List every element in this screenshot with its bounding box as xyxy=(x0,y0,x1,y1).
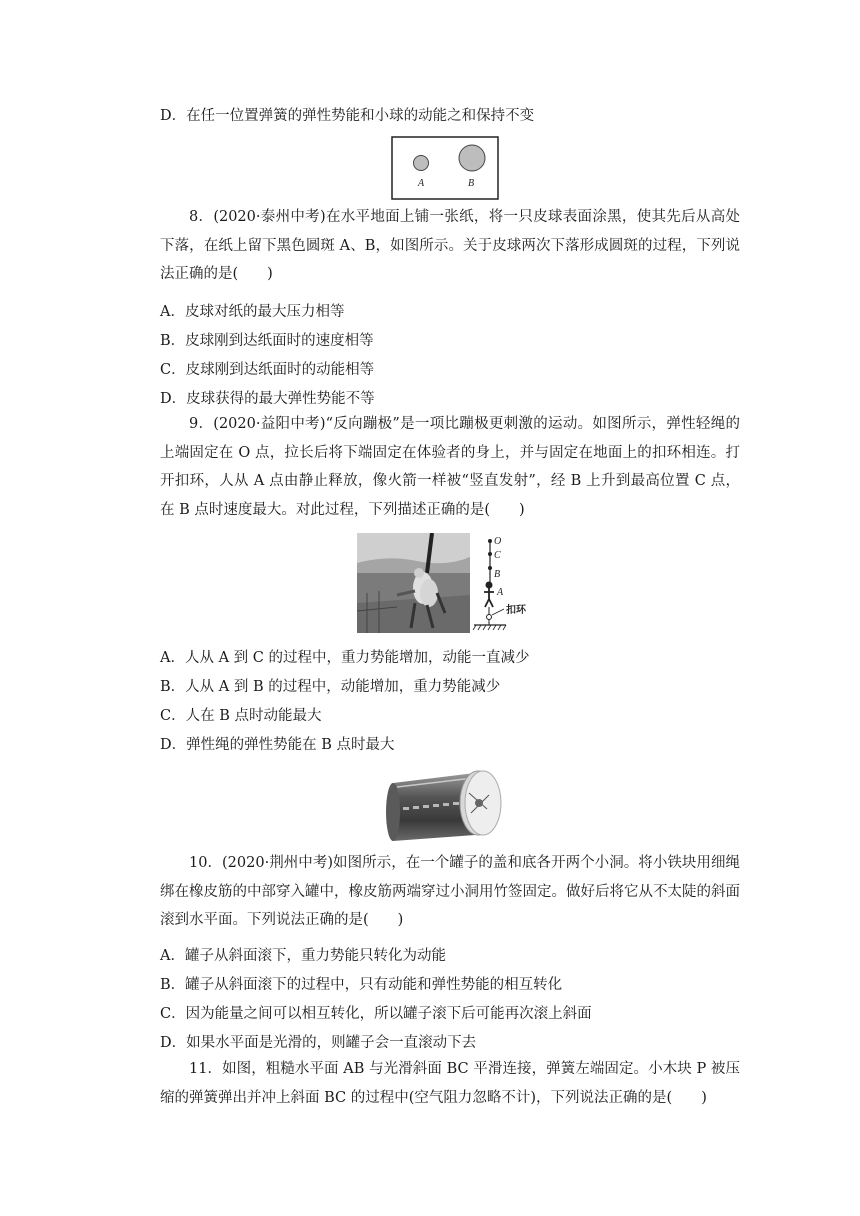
spot-a-label: A xyxy=(418,178,425,189)
question-10-stem: 10．(2020·荆州中考)如图所示，在一个罐子的盖和底各开两个小洞。将小铁块用细绳绑在橡皮筋的中部穿入罐中，橡皮筋两端穿过小洞用竹签固定。做好后将它从不太陡的斜面滚到水平面。下列说法正确的是( ) xyxy=(160,855,740,928)
question-10-option-b: B．罐子从斜面滚下的过程中，只有动能和弹性势能的相互转化 xyxy=(160,977,563,993)
stick-figure-head xyxy=(486,582,493,589)
question-11-stem: 11．如图，粗糙水平面 AB 与光滑斜面 BC 平滑连接，弹簧左端固定。小木块 P 被压缩的弹簧弹出并冲上斜面 BC 的过程中(空气阻力忽略不计)，下列说法正确的是( ) xyxy=(160,1061,740,1106)
point-a-label: A xyxy=(497,587,504,598)
spot-b-label: B xyxy=(468,178,475,189)
bungee-schematic xyxy=(472,535,550,635)
question-9-stem: 9．(2020·益阳中考)“反向蹦极”是一项比蹦极更刺激的运动。如图所示，弹性轻绳的上端固定在 O 点，拉长后将下端固定在体验者的身上，并与固定在地面上的扣环相连。打开扣环，人从 A 点由静止释放，像火箭一样被“竖直发射”，经 B 上升到最高位置 C 点，在 B 点时速度最大。对此过程，下列描述正确的是( ) xyxy=(160,416,740,518)
buckle-ring xyxy=(487,615,492,620)
buckle-label: 扣环 xyxy=(506,605,526,616)
spot-a-circle xyxy=(414,156,429,171)
point-c-label: C xyxy=(494,550,501,561)
question-9-option-c: C．人在 B 点时动能最大 xyxy=(160,708,322,724)
question-8-option-b: B．皮球刚到达纸面时的速度相等 xyxy=(160,333,374,349)
spot-b-circle xyxy=(459,145,485,171)
question-8-option-d: D．皮球获得的最大弹性势能不等 xyxy=(160,391,375,407)
question-8-option-c: C．皮球刚到达纸面时的动能相等 xyxy=(160,362,375,378)
reverse-bungee-photo xyxy=(357,533,470,633)
question-10-option-d: D．如果水平面是光滑的，则罐子会一直滚动下去 xyxy=(160,1035,477,1051)
question-9-option-b: B．人从 A 到 B 的过程中，动能增加，重力势能减少 xyxy=(160,679,501,695)
question-8-option-a: A．皮球对纸的最大压力相等 xyxy=(160,304,345,320)
question-10-option-a: A．罐子从斜面滚下，重力势能只转化为动能 xyxy=(160,948,446,964)
question-10-option-c: C．因为能量之间可以相互转化，所以罐子滚下后可能再次滚上斜面 xyxy=(160,1006,592,1022)
option-d-previous: D．在任一位置弹簧的弹性势能和小球的动能之和保持不变 xyxy=(160,108,535,124)
rolling-can-photo xyxy=(383,765,511,843)
question-8-stem: 8．(2020·泰州中考)在水平地面上铺一张纸，将一只皮球表面涂黑，使其先后从高处下落，在纸上留下黑色圆斑 A、B，如图所示。关于皮球两次下落形成圆斑的过程，下列说法正确的是( ) xyxy=(160,209,740,282)
point-o-label: O xyxy=(494,536,502,547)
point-b-label: B xyxy=(494,569,501,580)
figure-spots-ab xyxy=(391,136,499,200)
question-9-option-d: D．弹性绳的弹性势能在 B 点时最大 xyxy=(160,737,395,753)
question-9-option-a: A．人从 A 到 C 的过程中，重力势能增加，动能一直减少 xyxy=(160,650,530,666)
